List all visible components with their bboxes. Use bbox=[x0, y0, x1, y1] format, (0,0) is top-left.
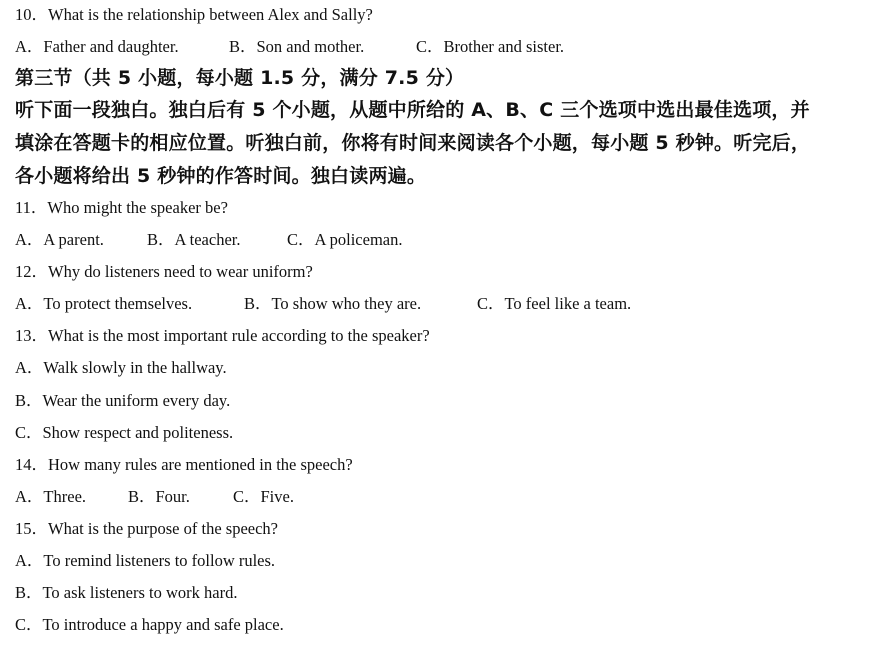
q12-option-c: C．To feel like a team. bbox=[477, 294, 632, 313]
question-10: 10．What is the relationship between Alex and Sally? bbox=[15, 5, 373, 24]
section-title: 第三节（共 5 小题，每小题 1.5 分，满分 7.5 分） bbox=[15, 67, 465, 89]
question-10-options bbox=[15, 37, 564, 57]
q14-option-c: C．Five. bbox=[233, 487, 294, 506]
q12-option-a: A．To protect themselves. bbox=[15, 294, 193, 313]
question-14: 14．How many rules are mentioned in the speech? bbox=[15, 455, 353, 474]
q14-option-b: B．Four. bbox=[128, 487, 190, 506]
q10-option-b: B．Son and mother. bbox=[229, 37, 365, 56]
question-13: 13．What is the most important rule according to the speaker? bbox=[15, 326, 430, 345]
q15-option-c: C．To introduce a happy and safe place. bbox=[15, 615, 284, 634]
question-11: 11．Who might the speaker be? bbox=[15, 198, 228, 217]
question-12-options bbox=[15, 294, 631, 314]
q12-option-b: B．To show who they are. bbox=[244, 294, 422, 313]
q11-option-b: B．A teacher. bbox=[147, 230, 241, 249]
q11-option-c: C．A policeman. bbox=[287, 230, 403, 249]
question-11-options bbox=[15, 230, 402, 250]
question-14-options bbox=[15, 487, 294, 507]
section-instruction-line-3: 各小题将给出 5 秒钟的作答时间。独白读两遍。 bbox=[15, 165, 427, 187]
question-15: 15．What is the purpose of the speech? bbox=[15, 519, 279, 538]
section-instruction-line-2: 填涂在答题卡的相应位置。听独白前，你将有时间来阅读各个小题，每小题 5 秒钟。听完后， bbox=[15, 132, 811, 154]
q15-option-a: A．To remind listeners to follow rules. bbox=[15, 551, 276, 570]
q10-option-c: C．Brother and sister. bbox=[416, 37, 565, 56]
q14-option-a: A．Three. bbox=[15, 487, 87, 506]
q13-option-c: C．Show respect and politeness. bbox=[15, 423, 234, 442]
q11-option-a: A．A parent. bbox=[15, 230, 104, 249]
q13-option-a: A．Walk slowly in the hallway. bbox=[15, 358, 227, 377]
q10-option-a: A．Father and daughter. bbox=[15, 37, 179, 56]
question-12: 12．Why do listeners need to wear uniform? bbox=[15, 262, 313, 281]
q13-option-b: B．Wear the uniform every day. bbox=[15, 391, 231, 410]
section-instruction-line-1: 听下面一段独白。独白后有 5 个小题，从题中所给的 A、B、C 三个选项中选出最佳选项，并 bbox=[15, 99, 810, 121]
q15-option-b: B．To ask listeners to work hard. bbox=[15, 583, 238, 602]
